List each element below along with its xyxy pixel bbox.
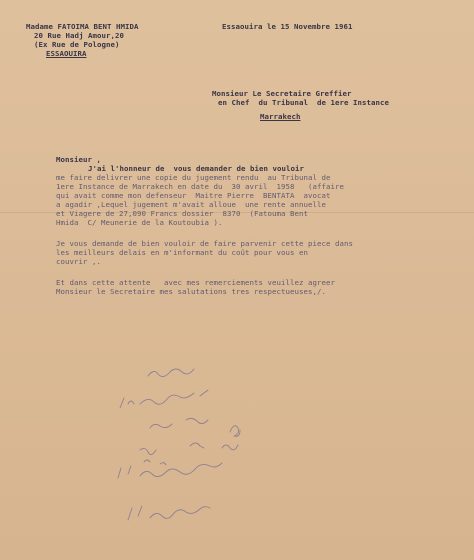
paragraph1-line: a agadir ,Lequel jugement m'avait alloue une rente annuelle xyxy=(56,200,326,209)
sender-city: ESSAOUIRA xyxy=(46,49,87,58)
sender-street: 20 Rue Hadj Amour,20 xyxy=(34,31,124,40)
pencil-scribble xyxy=(140,443,238,455)
pencil-scribble xyxy=(118,463,222,478)
paragraph2-line: couvrir ,. xyxy=(56,257,101,266)
paragraph1-line: Hmida C/ Meunerie de la Koutoubia ). xyxy=(56,218,223,227)
place-date: Essaouira le 15 Novembre 1961 xyxy=(222,22,353,31)
paragraph1-line: et Viagere de 27,090 Francs dossier 8370 (Fatouma Bent xyxy=(56,209,308,218)
recipient-court: en Chef du Tribunal de 1ere Instance xyxy=(218,98,389,107)
pencil-scribble xyxy=(148,369,194,377)
pencil-scribble xyxy=(150,418,208,428)
paragraph1-line: me faire delivrer une copie du jugement rendu au Tribunal de xyxy=(56,173,331,182)
salutation: Monsieur , xyxy=(56,155,101,164)
pencil-scribble xyxy=(230,426,240,437)
pencil-scribble xyxy=(144,460,166,465)
sender-name: Madame FATOIMA BENT HMIDA xyxy=(26,22,139,31)
paragraph1-line: J'ai l'honneur de vous demander de bien vouloir xyxy=(88,164,304,173)
paragraph2-line: Je vous demande de bien vouloir de faire parvenir cette piece dans xyxy=(56,239,353,248)
pencil-scribble xyxy=(120,390,208,408)
recipient-title: Monsieur Le Secretaire Greffier xyxy=(212,89,352,98)
sender-former-street: (Ex Rue de Pologne) xyxy=(34,40,120,49)
recipient-city: Marrakech xyxy=(260,112,301,121)
paragraph1-line: 1ere Instance de Marrakech en date du 30 avril 1958 (affaire xyxy=(56,182,344,191)
paragraph3-line: Et dans cette attente avec mes remerciements veuillez agreer xyxy=(56,278,335,287)
paragraph3-line: Monsieur le Secretaire mes salutations tres respectueuses,/. xyxy=(56,287,326,296)
paragraph2-line: les meilleurs delais en m'informant du coût pour vous en xyxy=(56,248,308,257)
pencil-scribble xyxy=(128,506,210,520)
paragraph1-line: qui avait comme mon defenseur Maitre Pierre BENTATA avocat xyxy=(56,191,331,200)
